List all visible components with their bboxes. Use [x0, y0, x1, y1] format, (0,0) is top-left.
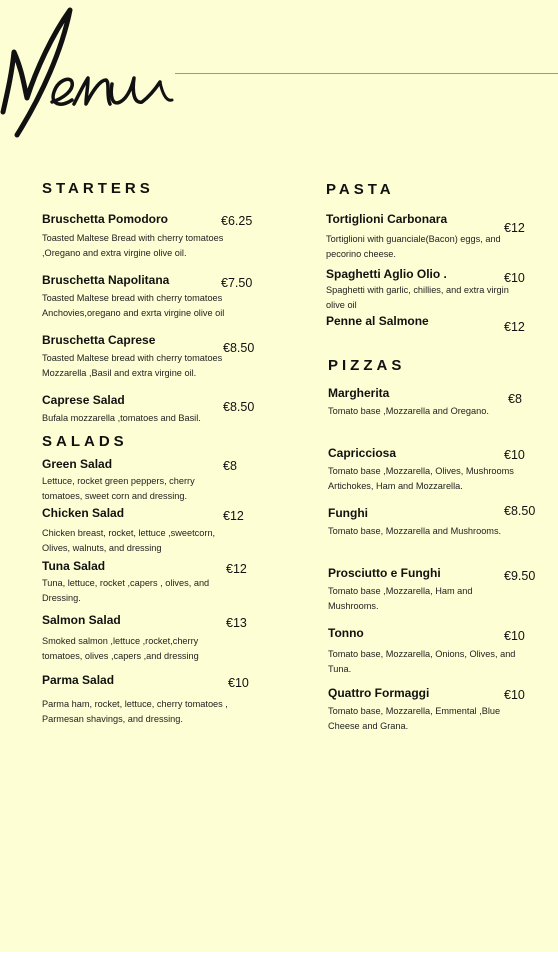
menu-item-description: tomatoes, sweet corn and dressing.: [42, 491, 188, 501]
menu-item-price: €10: [504, 271, 525, 285]
menu-item-description: Lettuce, rocket green peppers, cherry: [42, 476, 195, 486]
menu-item-price: €8.50: [223, 341, 255, 355]
menu-item-description: pecorino cheese.: [326, 249, 396, 259]
menu-item-description: Tomato base ,Mozzarella and Oregano.: [328, 406, 489, 416]
menu-item-name: Parma Salad: [42, 673, 115, 687]
menu-item-name: Chicken Salad: [42, 506, 125, 520]
menu-item-name: Funghi: [328, 506, 368, 520]
menu-item-price: €12: [223, 509, 244, 523]
menu-item-price: €8.50: [504, 504, 536, 518]
menu-item-description: olive oil: [326, 300, 357, 310]
menu-item-description: Tomato base ,Mozzarella, Ham and: [328, 586, 473, 596]
menu-item-description: Tortiglioni with guanciale(Bacon) eggs, and: [326, 234, 501, 244]
menu-item-description: Toasted Maltese bread with cherry tomatoes: [42, 353, 223, 363]
menu-item-price: €8.50: [223, 400, 255, 414]
menu-item-description: Parmesan shavings, and dressing.: [42, 714, 183, 724]
menu-item-name: Tonno: [328, 626, 364, 640]
bottom-border: [0, 952, 558, 960]
menu-script-logo: [0, 0, 200, 150]
menu-item-description: Artichokes, Ham and Mozzarella.: [328, 481, 463, 491]
menu-item-price: €8: [223, 459, 237, 473]
menu-item-name: Penne al Salmone: [326, 314, 429, 328]
menu-item-price: €10: [504, 688, 525, 702]
menu-item-description: Tomato base, Mozzarella, Onions, Olives, and: [328, 649, 516, 659]
menu-item-name: Quattro Formaggi: [328, 686, 430, 700]
section-title-salads: SALADS: [42, 433, 128, 450]
menu-item-description: Spaghetti with garlic, chillies, and extra virgin: [326, 285, 509, 295]
menu-item-description: Olives, walnuts, and dressing: [42, 543, 162, 553]
menu-item-description: Tomato base, Mozzarella, Emmental ,Blue: [328, 706, 501, 716]
menu-item-price: €10: [504, 629, 525, 643]
menu-item-description: Tuna.: [328, 664, 352, 674]
menu-item-price: €12: [504, 320, 525, 334]
menu-item-name: Salmon Salad: [42, 613, 121, 627]
menu-item-price: €6.25: [221, 214, 253, 228]
menu-item-price: €12: [226, 562, 247, 576]
menu-item-name: Capricciosa: [328, 446, 397, 460]
menu-item-name: Bruschetta Caprese: [42, 333, 156, 347]
menu-item-name: Green Salad: [42, 457, 113, 471]
menu-item-description: Cheese and Grana.: [328, 721, 409, 731]
menu-item-price: €10: [228, 676, 249, 690]
menu-item-description: Tuna, lettuce, rocket ,capers , olives, and: [42, 578, 210, 588]
menu-item-description: Toasted Maltese Bread with cherry tomatoes: [42, 233, 224, 243]
menu-item-price: €7.50: [221, 276, 253, 290]
menu-item-description: Toasted Maltese bread with cherry tomatoes: [42, 293, 223, 303]
menu-item-price: €13: [226, 616, 247, 630]
section-title-pizzas: PIZZAS: [328, 357, 406, 374]
menu-item-description: Bufala mozzarella ,tomatoes and Basil.: [42, 413, 201, 423]
menu-item-description: Tomato base ,Mozzarella, Olives, Mushrooms: [328, 466, 514, 476]
menu-item-description: tomatoes, olives ,capers ,and dressing: [42, 651, 199, 661]
menu-item-price: €10: [504, 448, 525, 462]
menu-item-description: Anchovies,oregano and exrta virgine olive oil: [42, 308, 225, 318]
menu-item-name: Spaghetti Aglio Olio .: [326, 267, 447, 281]
section-title-pasta: PASTA: [326, 181, 395, 198]
section-title-starters: STARTERS: [42, 180, 154, 197]
menu-item-description: Mozzarella ,Basil and extra virgine oil.: [42, 368, 197, 378]
menu-item-name: Tuna Salad: [42, 559, 106, 573]
menu-item-description: Parma ham, rocket, lettuce, cherry tomatoes ,: [42, 699, 228, 709]
menu-item-name: Prosciutto e Funghi: [328, 566, 441, 580]
menu-item-description: Smoked salmon ,lettuce ,rocket,cherry: [42, 636, 199, 646]
menu-item-price: €9.50: [504, 569, 536, 583]
menu-item-description: Tomato base, Mozzarella and Mushrooms.: [328, 526, 502, 536]
menu-item-name: Tortiglioni Carbonara: [326, 212, 448, 226]
menu-item-name: Margherita: [328, 386, 390, 400]
menu-item-description: ,Oregano and extra virgine olive oil.: [42, 248, 187, 258]
menu-item-price: €8: [508, 392, 522, 406]
menu-item-description: Dressing.: [42, 593, 81, 603]
menu-item-description: Mushrooms.: [328, 601, 379, 611]
title-divider-line: [175, 73, 558, 74]
menu-item-name: Bruschetta Napolitana: [42, 273, 170, 287]
menu-item-name: Bruschetta Pomodoro: [42, 212, 169, 226]
menu-item-price: €12: [504, 221, 525, 235]
menu-item-description: Chicken breast, rocket, lettuce ,sweetcorn,: [42, 528, 216, 538]
menu-item-name: Caprese Salad: [42, 393, 125, 407]
